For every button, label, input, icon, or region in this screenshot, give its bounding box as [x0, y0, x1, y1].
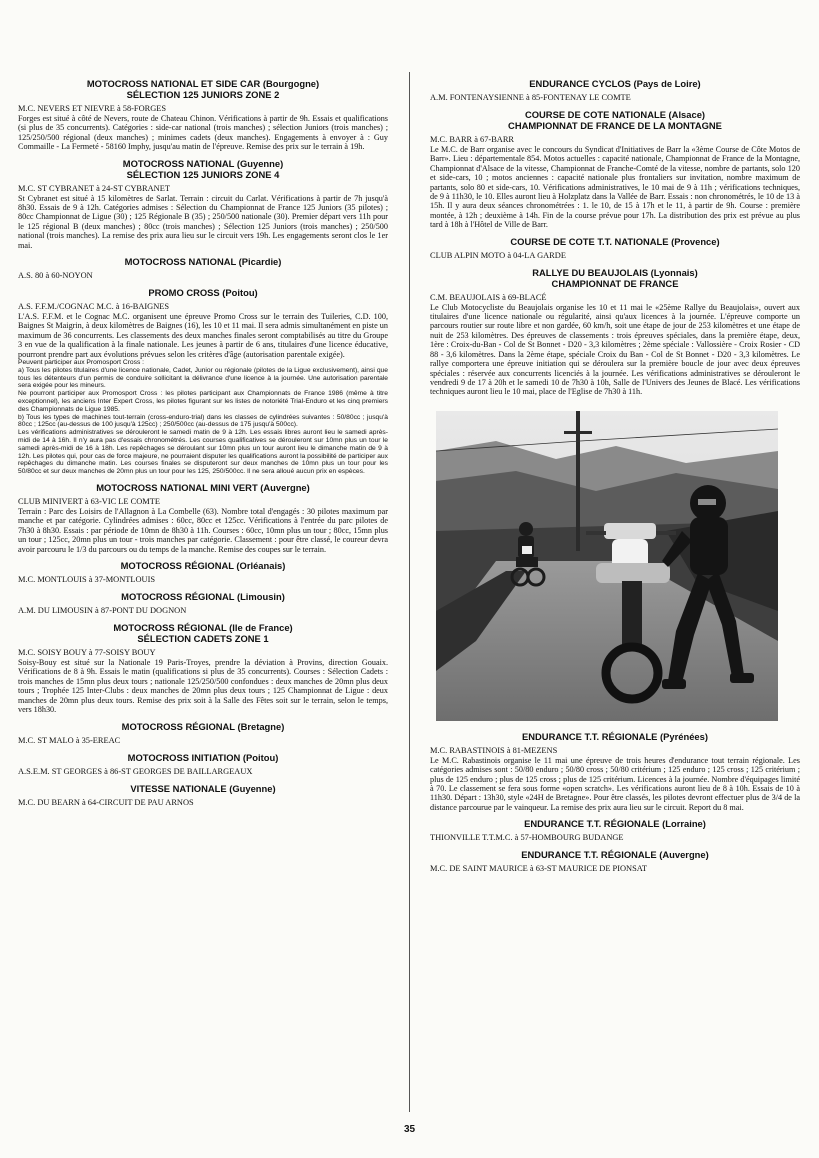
event-section: [18, 287, 388, 476]
event-club: M.C. MONTLOUIS à 37-MONTLOUIS: [18, 575, 156, 585]
event-section: [430, 818, 800, 843]
event-club: M.C. BARR à 67-BARR: [430, 135, 514, 144]
rally-photo: [436, 411, 778, 721]
event-section: [18, 158, 388, 250]
event-heading: MOTOCROSS RÉGIONAL (Limousin): [121, 591, 285, 603]
event-heading: RALLYE DU BEAUJOLAIS (Lyonnais) CHAMPIONNAT DE FRANCE: [532, 266, 698, 289]
event-heading: ENDURANCE T.T. RÉGIONALE (Lorraine): [524, 818, 706, 830]
event-section: [18, 482, 388, 554]
event-section: [18, 560, 388, 585]
event-club: M.C. RABASTINOIS à 81-MEZENS: [430, 745, 558, 755]
event-section: [430, 236, 800, 261]
event-section: [18, 591, 388, 616]
event-body: Terrain : Parc des Loisirs de l'Allagnon à La Combelle (63). Nombre total d'engagés : 30 pilotes maximum par manche et par catégorie. Cylindrées admises : 60cc, 80cc et 125cc. Vérifications à l'entrée du parc pilotes de 7h30 à 8h30. Essais : par période de 10mn de 8h30 à 11h. Courses : 60cc, 10mn plus un tour ; 80cc, 15mn plus un tour ; 125cc, 20mn plus un tour - trois manches par catégorie. Classement : pour être classé, le coureur devra avoir parcouru le 1/3 du parcours ou du temps de la manche. Remise des coupes sur le terrain.: [18, 507, 388, 554]
event-club: M.C. SOISY BOUY à 77-SOISY BOUY: [18, 648, 156, 658]
page-number: 35: [403, 1124, 416, 1135]
event-heading: MOTOCROSS INITIATION (Poitou): [127, 751, 279, 763]
event-heading: MOTOCROSS RÉGIONAL (Orléanais): [120, 560, 286, 572]
event-rules: Peuvent participer aux Promosport Cross : a) Tous les pilotes titulaires d'une licence nationale, Cadet, Junior ou régionale (pilotes de la Ligue exclusivement), ainsi que tous les détenteurs d'un permis de conduire sollicitant la délivrance d'une licence à la journée. Une autorisation parentale sera exigée pour les mineurs. Ne pourront participer aux Promosport Cross : les pilotes participant aux Championnats de France 1986 (même à titre exceptionnel), les anciens Inter Expert Cross, les pilotes figurant sur les listes de notoriété Trial-Enduro et les cinq premiers des Championnats de Ligue 1985. b) Tous les types de machines tout-terrain (cross-enduro-trial) dans les classes de cylindrées suivantes : 50/80cc ; jusqu'à 80cc ; 125cc (au-dessus de 100 jusqu'à 125cc) ; 250/500cc (au-dessus de 175 jusqu'à 500cc). Les vérifications administratives se dérouleront le samedi matin de 9 à 12h. Les essais libres auront lieu le samedi après-midi de 14 à 16h. Il n'y aura pas d'essais chronométrés. Les courses qualificatives se dérouleront sur 10mn plus un tour le samedi après-midi de 16 à 18h. Les repêchages se déroulant sur 10mn plus un tour auront lieu le dimanche matin de 9 à 12h. Les pilotes qui, pour cas de force majeure, ne pourraient disputer les qualifications auront la possibilité de participer aux repêchages du dimanche matin. Les courses finales se disputeront sur deux manches de 10mn plus un tour pour les 50/80cc et sur deux manches de 20mn plus un tour pour les 125, 250/500cc. Il ne sera alloué aucun prix en espèces.: [18, 359, 388, 476]
event-body: Le Club Motocycliste du Beaujolais organise les 10 et 11 mai le «25ème Rallye du Beaujolais», ouvert aux titulaires d'une licence nationale ou régularité, ainsi qu'aux licences à la journée. L'épreuve comporte un parcours routier sur route libre et non gardée, 60 km/h, soit une étape de jour de 253 kilomètres et une étape de nuit de 253 kilomètres. Des épreuves de classements : trois épreuves spéciales, dans la première étape, deux, 1ère : Croix-du-Ban - Col de St Bonnet - D20 - 3,3 kilomètres ; 2ème spéciale : Vallossière - Croix Rosier - CD 88 - 3,6 kilomètres. Dans la 2ème étape, spéciale Croix du Ban - Col de St Bonnet - D20 - 3,3 kilomètres. Le rallye comportera une épreuve initiation qui se déroulera sur la première boucle de jour avec deux épreuves spéciales : réservée aux concurrents licenciés à la journée. Les vérifications administratives se dérouleront le vendredi 9 de 17 à 20h et le samedi 10 de 7h30 à 10h, Salle de l'Univers des Jeunes de Blacé. Les vérifications techniques auront lieu le 10 mai, place de l'Eglise de 7h30 à 11h.: [430, 302, 800, 397]
event-section: [18, 622, 388, 714]
event-section: [18, 721, 388, 746]
event-body: Forges est situé à côté de Nevers, route de Chateau Chinon. Vérifications à partir de 9h. Essais et qualifications (si plus de 35 concurrents). Catégories : side-car national (trois manches) ; sélection Juniors (trois manches) ; 125/250/500 régional (deux manches) ; minimes cadets (deux manches). Engagements à envoyer à : Guy Commaille - La Fermeté - 58160 Imphy, jusqu'au matin de l'épreuve. Remise des prix sur le terrain à 19h.: [18, 114, 388, 152]
event-heading: COURSE DE COTE T.T. NATIONALE (Provence): [510, 235, 720, 247]
event-club: A.S. 80 à 60-NOYON: [18, 271, 93, 281]
event-section: [430, 267, 800, 397]
event-heading: MOTOCROSS NATIONAL MINI VERT (Auvergne): [96, 482, 310, 494]
event-club: M.C. DE SAINT MAURICE à 63-ST MAURICE DE PIONSAT: [430, 864, 647, 874]
event-section: [18, 783, 388, 808]
left-column: [18, 72, 388, 814]
event-body: Le M.C. de Barr organise avec le concours du Syndicat d'Initiatives de Barr la «3ème Course de Côte Motos de Barr». Lieu : départementale 854. Motos actuelles : capacité nationale, Championnat de France de la Montagne, Championnat d'Alsace de la vitesse, Championnat de Franche-Comté de la vitesse, nombre de partants, solo 120 et side-cars, 10 ; motos anciennes : capacité nationale plus frontaliers sur invitation, nombre maximum de partants, solo 80 et side-cars, 10. Vérifications administratives, le 10 mai de 9 à 11h ; vérifications techniques, de 9 à 11h30, le 10. Elles auront lieu à Holzplatz dans la Vallée de Barr. Essais : non chronométrés, le 10 de 13 à 15h. Il y aura deux séances chronométrées : 1. le 10, de 15 à 17h et le 11, à partir de 9h. Course : première montée, à 12h ; deuxième à 14h. Fin de la course prévue pour 17h. La distribution des prix est prévue au plus tard à 18h à l'Hôtel de Ville de Barr.: [430, 145, 800, 230]
event-heading: VITESSE NATIONALE (Guyenne): [130, 782, 276, 794]
column-divider: [409, 72, 410, 1112]
event-heading: MOTOCROSS NATIONAL (Guyenne) SÉLECTION 125 JUNIORS ZONE 4: [122, 157, 284, 180]
event-club: C.M. BEAUJOLAIS à 69-BLACÉ: [430, 292, 547, 302]
event-club: A.S.E.M. ST GEORGES à 86-ST GEORGES DE BAILLARGEAUX: [18, 766, 253, 776]
event-club: A.S. F.F.M./COGNAC M.C. à 16-BAIGNES: [18, 302, 170, 312]
event-section: [18, 78, 388, 152]
event-club: M.C. DU BEARN à 64-CIRCUIT DE PAU ARNOS: [18, 797, 194, 807]
event-section: [430, 731, 800, 812]
event-body: St Cybranet est situé à 15 kilomètres de Sarlat. Terrain : circuit du Carlat. Vérifications à partir de 7h jusqu'à 8h30. Essais de 9 à 12h. Catégories admises : Sélection du Championnat de France 125 Juniors (35 pilotes) ; 80cc Championnat de Ligue (30) ; 125 Régionale B (35) ; 250/500 nationale (30). Premier départ vers 11h pour le 125 régional B (deux manches) ; 80cc (trois manches) ; Sélection 125 Juniors (trois manches) ; 250/500 national (trois manches). La remise des prix aura lieu sur le circuit vers 19h. Les engagements seront clos le 1er mai.: [18, 193, 388, 250]
event-heading: ENDURANCE T.T. RÉGIONALE (Pyrénées): [522, 730, 708, 742]
event-club: A.M. DU LIMOUSIN à 87-PONT DU DOGNON: [18, 606, 187, 616]
event-heading: COURSE DE COTE NATIONALE (Alsace) CHAMPIONNAT DE FRANCE DE LA MONTAGNE: [508, 109, 722, 131]
right-column: [430, 72, 800, 880]
event-heading: ENDURANCE T.T. RÉGIONALE (Auvergne): [521, 849, 709, 861]
event-heading: MOTOCROSS NATIONAL ET SIDE CAR (Bourgogne) SÉLECTION 125 JUNIORS ZONE 2: [86, 78, 320, 100]
event-club: CLUB MINIVERT à 63-VIC LE COMTE: [18, 497, 160, 507]
event-body: Le M.C. Rabastinois organise le 11 mai une épreuve de trois heures d'endurance tout terrain régionale. Les catégories admises sont : 50/80 enduro ; 50/80 cross ; 50/80 critérium ; 125 enduro ; 125 cross ; 125 critérium ; plus de 125 enduro ; plus de 125 cross ; plus de 125 critérium. Licences à la journée. Nombre d'équipages limité à 70. Le classement se fera sous forme «open scratch». Les vérifications auront lieu de 8 à 10h. Essais de 10 à 11h30. Départ : 13h30, style «24H de Bretagne». Pour être classés, les pilotes devront effectuer plus de 3/4 de la distance parcourue par le vainqueur. La remise des prix aura lieu sur le circuit. Report du 8 mai.: [430, 755, 800, 812]
event-section: [18, 752, 388, 777]
event-club: M.C. NEVERS ET NIEVRE à 58-FORGES: [18, 104, 167, 113]
event-heading: MOTOCROSS NATIONAL (Picardie): [124, 256, 282, 268]
event-section: [430, 849, 800, 874]
event-heading: MOTOCROSS RÉGIONAL (Ile de France) SÉLECTION CADETS ZONE 1: [113, 622, 293, 645]
event-club: M.C. ST CYBRANET à 24-ST CYBRANET: [18, 183, 170, 193]
event-body: L'A.S. F.F.M. et le Cognac M.C. organisent une épreuve Promo Cross sur le terrain des Tuileries, C.D. 100, Baignes St Maigrin, à deux kilomètres de Baignes (16), les 10 et 11 mai. Il sera admis simultanément en piste un maximum de 36 concurrents. Les classements des deux manches finales seront comptabilisés au titre du Groupe 3 en vue de la qualification à la finale nationale. Les jeunes à partir de 6 ans, titulaires d'une licence éducative, pourront prendre part aux évolutions prévues selon les critères d'âge (autorisation parentale exigée).: [18, 312, 388, 359]
event-section: [430, 78, 800, 103]
event-club: THIONVILLE T.T.M.C. à 57-HOMBOURG BUDANGE: [430, 833, 624, 843]
event-club: M.C. ST MALO à 35-EREAC: [18, 735, 121, 745]
event-section: [18, 256, 388, 281]
event-body: Soisy-Bouy est situé sur la Nationale 19 Paris-Troyes, prendre la déviation à Provins, direction Gouaix. Vérifications de 8 à 9h. Essais le matin (qualifications si plus de 35 concurrents). Courses : Sélection Cadets : trois manches de 15mn plus deux tours ; nationale 125/250/500 confondues : deux manches de 20mn plus deux tours ; Trophée 125 Inter-Clubs : deux manches de 20mn plus deux tours ; 125 Championnat de Ligue : deux manches de 20mn plus deux tours. Remise des prix soit à la Salle des Fêtes soit sur le terrain, selon le temps, vers 18h30.: [18, 658, 388, 715]
event-club: CLUB ALPIN MOTO à 04-LA GARDE: [430, 250, 566, 260]
event-heading: MOTOCROSS RÉGIONAL (Bretagne): [121, 720, 285, 732]
event-heading: ENDURANCE CYCLOS (Pays de Loire): [529, 78, 701, 89]
event-heading: PROMO CROSS (Poitou): [148, 287, 258, 299]
event-section: [430, 109, 800, 230]
event-club: A.M. FONTENAYSIENNE à 85-FONTENAY LE COMTE: [430, 93, 631, 102]
